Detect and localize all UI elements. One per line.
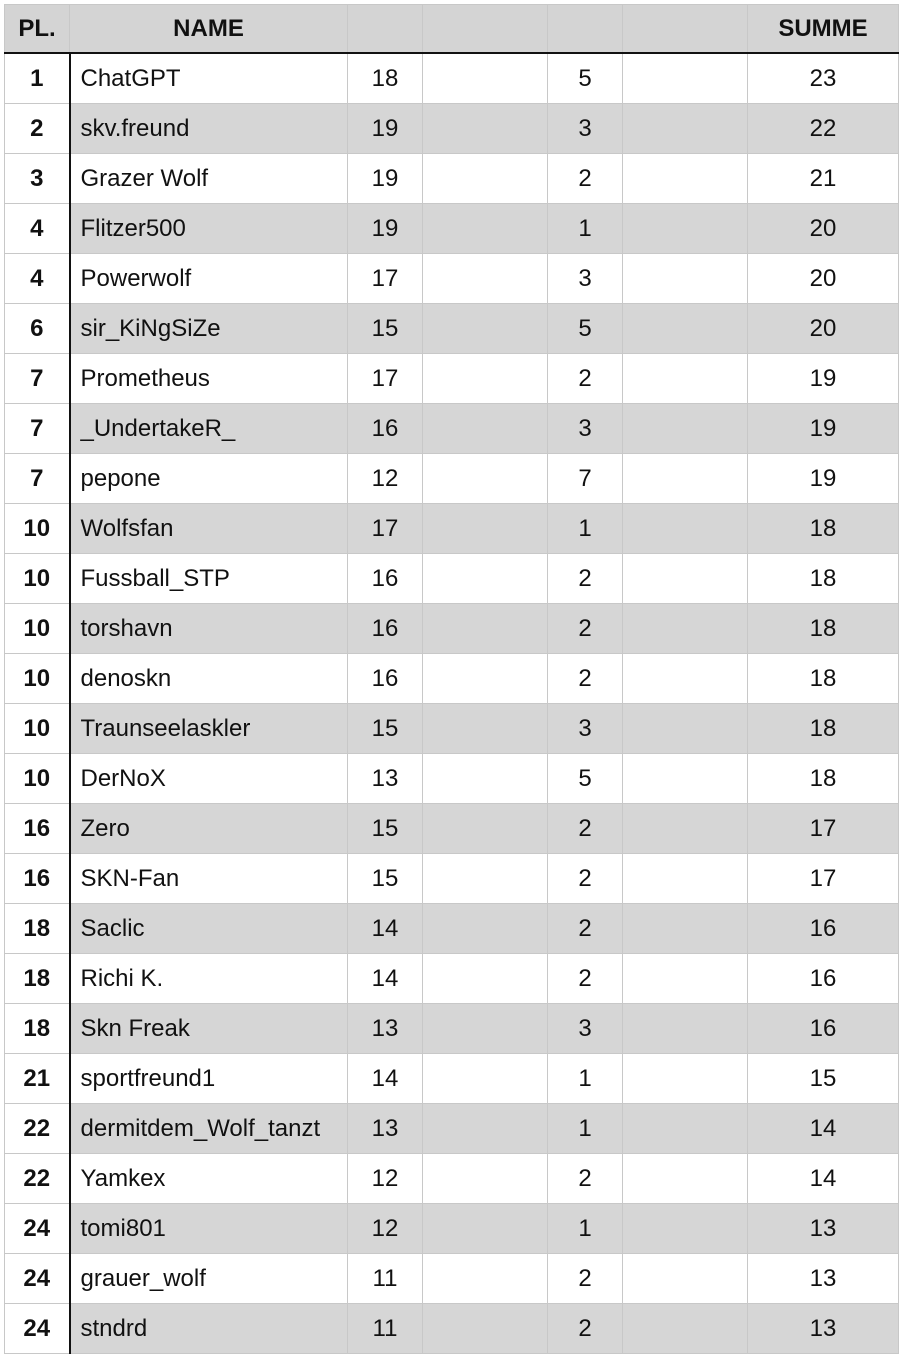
empty-cell <box>623 754 748 804</box>
table-row <box>5 254 899 304</box>
sum-cell: 13 <box>748 1304 899 1354</box>
score-cell-a: 17 <box>348 504 423 554</box>
header-col-3 <box>348 5 423 54</box>
score-cell-a: 11 <box>348 1254 423 1304</box>
empty-cell <box>423 1054 548 1104</box>
score-cell-a: 11 <box>348 1304 423 1354</box>
score-cell-b: 2 <box>548 854 623 904</box>
score-cell-b: 2 <box>548 154 623 204</box>
name-cell: Saclic <box>70 904 348 954</box>
place-cell: 18 <box>5 954 70 1004</box>
empty-cell <box>423 804 548 854</box>
place-cell: 4 <box>5 204 70 254</box>
empty-cell <box>423 504 548 554</box>
score-cell-b: 5 <box>548 304 623 354</box>
empty-cell <box>623 1054 748 1104</box>
score-cell-b: 2 <box>548 1304 623 1354</box>
place-cell: 10 <box>5 604 70 654</box>
table-row <box>5 1104 899 1154</box>
sum-cell: 13 <box>748 1204 899 1254</box>
table-row <box>5 654 899 704</box>
name-cell: _UndertakeR_ <box>70 404 348 454</box>
table-row <box>5 754 899 804</box>
empty-cell <box>423 954 548 1004</box>
empty-cell <box>423 554 548 604</box>
place-cell: 10 <box>5 704 70 754</box>
empty-cell <box>423 1304 548 1354</box>
place-cell: 4 <box>5 254 70 304</box>
name-cell: grauer_wolf <box>70 1254 348 1304</box>
empty-cell <box>623 954 748 1004</box>
score-cell-b: 1 <box>548 204 623 254</box>
score-cell-b: 3 <box>548 1004 623 1054</box>
empty-cell <box>423 604 548 654</box>
name-cell: Traunseelaskler <box>70 704 348 754</box>
place-cell: 22 <box>5 1154 70 1204</box>
score-cell-a: 16 <box>348 554 423 604</box>
sum-cell: 20 <box>748 254 899 304</box>
empty-cell <box>623 304 748 354</box>
score-cell-b: 2 <box>548 1254 623 1304</box>
name-cell: stndrd <box>70 1304 348 1354</box>
empty-cell <box>623 1304 748 1354</box>
score-cell-a: 15 <box>348 804 423 854</box>
name-cell: pepone <box>70 454 348 504</box>
empty-cell <box>423 1254 548 1304</box>
empty-cell <box>623 104 748 154</box>
sum-cell: 14 <box>748 1154 899 1204</box>
score-cell-b: 1 <box>548 1104 623 1154</box>
name-cell: tomi801 <box>70 1204 348 1254</box>
place-cell: 7 <box>5 354 70 404</box>
score-cell-a: 12 <box>348 1154 423 1204</box>
place-cell: 7 <box>5 404 70 454</box>
empty-cell <box>423 704 548 754</box>
score-cell-a: 17 <box>348 354 423 404</box>
place-cell: 10 <box>5 554 70 604</box>
sum-cell: 15 <box>748 1054 899 1104</box>
score-cell-a: 13 <box>348 754 423 804</box>
score-cell-b: 2 <box>548 354 623 404</box>
name-cell: Yamkex <box>70 1154 348 1204</box>
empty-cell <box>423 53 548 104</box>
table-row <box>5 954 899 1004</box>
empty-cell <box>623 454 748 504</box>
sum-cell: 17 <box>748 804 899 854</box>
score-cell-a: 15 <box>348 304 423 354</box>
name-cell: Powerwolf <box>70 254 348 304</box>
table-row <box>5 354 899 404</box>
table-row <box>5 204 899 254</box>
empty-cell <box>423 754 548 804</box>
name-cell: sportfreund1 <box>70 1054 348 1104</box>
place-cell: 16 <box>5 854 70 904</box>
score-cell-b: 7 <box>548 454 623 504</box>
score-cell-b: 2 <box>548 1154 623 1204</box>
empty-cell <box>423 854 548 904</box>
empty-cell <box>423 354 548 404</box>
place-cell: 22 <box>5 1104 70 1154</box>
sum-cell: 17 <box>748 854 899 904</box>
score-cell-b: 3 <box>548 404 623 454</box>
score-cell-b: 1 <box>548 504 623 554</box>
table-row <box>5 404 899 454</box>
empty-cell <box>423 454 548 504</box>
score-cell-a: 13 <box>348 1104 423 1154</box>
name-cell: sir_KiNgSiZe <box>70 304 348 354</box>
empty-cell <box>623 654 748 704</box>
place-cell: 10 <box>5 654 70 704</box>
table-row <box>5 704 899 754</box>
table-row <box>5 504 899 554</box>
empty-cell <box>623 854 748 904</box>
score-cell-a: 18 <box>348 53 423 104</box>
sum-cell: 18 <box>748 604 899 654</box>
name-cell: Prometheus <box>70 354 348 404</box>
table-row <box>5 604 899 654</box>
sum-cell: 19 <box>748 354 899 404</box>
table-row <box>5 154 899 204</box>
sum-cell: 23 <box>748 53 899 104</box>
empty-cell <box>623 904 748 954</box>
name-cell: Skn Freak <box>70 1004 348 1054</box>
sum-cell: 19 <box>748 404 899 454</box>
table-row <box>5 1304 899 1354</box>
empty-cell <box>423 304 548 354</box>
empty-cell <box>623 1104 748 1154</box>
table-row <box>5 1254 899 1304</box>
header-sum: SUMME <box>748 5 899 54</box>
header-col-5 <box>548 5 623 54</box>
place-cell: 16 <box>5 804 70 854</box>
score-cell-a: 15 <box>348 704 423 754</box>
name-cell: Wolfsfan <box>70 504 348 554</box>
name-cell: skv.freund <box>70 104 348 154</box>
sum-cell: 18 <box>748 504 899 554</box>
empty-cell <box>423 404 548 454</box>
score-cell-a: 15 <box>348 854 423 904</box>
table-row <box>5 854 899 904</box>
empty-cell <box>623 704 748 754</box>
empty-cell <box>623 354 748 404</box>
empty-cell <box>623 404 748 454</box>
sum-cell: 19 <box>748 454 899 504</box>
score-cell-b: 2 <box>548 654 623 704</box>
score-cell-b: 5 <box>548 754 623 804</box>
sum-cell: 16 <box>748 904 899 954</box>
score-cell-a: 16 <box>348 604 423 654</box>
empty-cell <box>623 1204 748 1254</box>
place-cell: 24 <box>5 1254 70 1304</box>
table-row <box>5 53 899 104</box>
place-cell: 21 <box>5 1054 70 1104</box>
score-cell-a: 16 <box>348 654 423 704</box>
empty-cell <box>423 1104 548 1154</box>
table-row <box>5 1154 899 1204</box>
empty-cell <box>423 1204 548 1254</box>
score-cell-b: 2 <box>548 954 623 1004</box>
name-cell: Flitzer500 <box>70 204 348 254</box>
empty-cell <box>623 504 748 554</box>
empty-cell <box>423 104 548 154</box>
name-cell: Grazer Wolf <box>70 154 348 204</box>
header-col-4 <box>423 5 548 54</box>
sum-cell: 16 <box>748 1004 899 1054</box>
score-cell-b: 2 <box>548 604 623 654</box>
place-cell: 10 <box>5 754 70 804</box>
sum-cell: 13 <box>748 1254 899 1304</box>
score-cell-a: 17 <box>348 254 423 304</box>
score-cell-a: 12 <box>348 1204 423 1254</box>
sum-cell: 18 <box>748 704 899 754</box>
empty-cell <box>623 53 748 104</box>
table-row <box>5 804 899 854</box>
empty-cell <box>423 904 548 954</box>
score-cell-b: 2 <box>548 904 623 954</box>
sum-cell: 22 <box>748 104 899 154</box>
score-cell-a: 13 <box>348 1004 423 1054</box>
name-cell: Richi K. <box>70 954 348 1004</box>
name-cell: DerNoX <box>70 754 348 804</box>
score-cell-b: 3 <box>548 104 623 154</box>
score-cell-b: 3 <box>548 704 623 754</box>
score-cell-b: 5 <box>548 53 623 104</box>
header-place: PL. <box>5 5 70 54</box>
place-cell: 6 <box>5 304 70 354</box>
empty-cell <box>623 1154 748 1204</box>
sum-cell: 21 <box>748 154 899 204</box>
sum-cell: 16 <box>748 954 899 1004</box>
score-cell-a: 12 <box>348 454 423 504</box>
table-row <box>5 104 899 154</box>
table-row <box>5 1004 899 1054</box>
table-body <box>5 53 899 1354</box>
empty-cell <box>423 1004 548 1054</box>
place-cell: 24 <box>5 1304 70 1354</box>
name-cell: ChatGPT <box>70 53 348 104</box>
empty-cell <box>623 254 748 304</box>
standings-table <box>4 4 899 1354</box>
empty-cell <box>623 554 748 604</box>
empty-cell <box>623 604 748 654</box>
score-cell-b: 3 <box>548 254 623 304</box>
score-cell-b: 2 <box>548 554 623 604</box>
empty-cell <box>423 654 548 704</box>
score-cell-a: 14 <box>348 1054 423 1104</box>
name-cell: torshavn <box>70 604 348 654</box>
header-name: NAME <box>70 5 348 54</box>
empty-cell <box>623 204 748 254</box>
empty-cell <box>623 804 748 854</box>
score-cell-b: 1 <box>548 1204 623 1254</box>
header-col-6 <box>623 5 748 54</box>
name-cell: SKN-Fan <box>70 854 348 904</box>
table-row <box>5 1204 899 1254</box>
sum-cell: 18 <box>748 554 899 604</box>
table-row <box>5 454 899 504</box>
empty-cell <box>623 1004 748 1054</box>
name-cell: Fussball_STP <box>70 554 348 604</box>
sum-cell: 20 <box>748 304 899 354</box>
place-cell: 18 <box>5 904 70 954</box>
place-cell: 2 <box>5 104 70 154</box>
score-cell-a: 14 <box>348 904 423 954</box>
score-cell-a: 16 <box>348 404 423 454</box>
empty-cell <box>423 204 548 254</box>
score-cell-a: 19 <box>348 154 423 204</box>
header-row <box>5 5 899 54</box>
place-cell: 1 <box>5 53 70 104</box>
place-cell: 7 <box>5 454 70 504</box>
empty-cell <box>423 1154 548 1204</box>
table-row <box>5 904 899 954</box>
empty-cell <box>623 154 748 204</box>
sum-cell: 20 <box>748 204 899 254</box>
name-cell: Zero <box>70 804 348 854</box>
sum-cell: 18 <box>748 654 899 704</box>
place-cell: 3 <box>5 154 70 204</box>
empty-cell <box>623 1254 748 1304</box>
score-cell-a: 19 <box>348 204 423 254</box>
table-row <box>5 1054 899 1104</box>
table-row <box>5 554 899 604</box>
score-cell-b: 2 <box>548 804 623 854</box>
place-cell: 10 <box>5 504 70 554</box>
name-cell: denoskn <box>70 654 348 704</box>
place-cell: 24 <box>5 1204 70 1254</box>
score-cell-b: 1 <box>548 1054 623 1104</box>
empty-cell <box>423 154 548 204</box>
place-cell: 18 <box>5 1004 70 1054</box>
sum-cell: 14 <box>748 1104 899 1154</box>
empty-cell <box>423 254 548 304</box>
table-row <box>5 304 899 354</box>
score-cell-a: 14 <box>348 954 423 1004</box>
sum-cell: 18 <box>748 754 899 804</box>
score-cell-a: 19 <box>348 104 423 154</box>
name-cell: dermitdem_Wolf_tanzt <box>70 1104 348 1154</box>
